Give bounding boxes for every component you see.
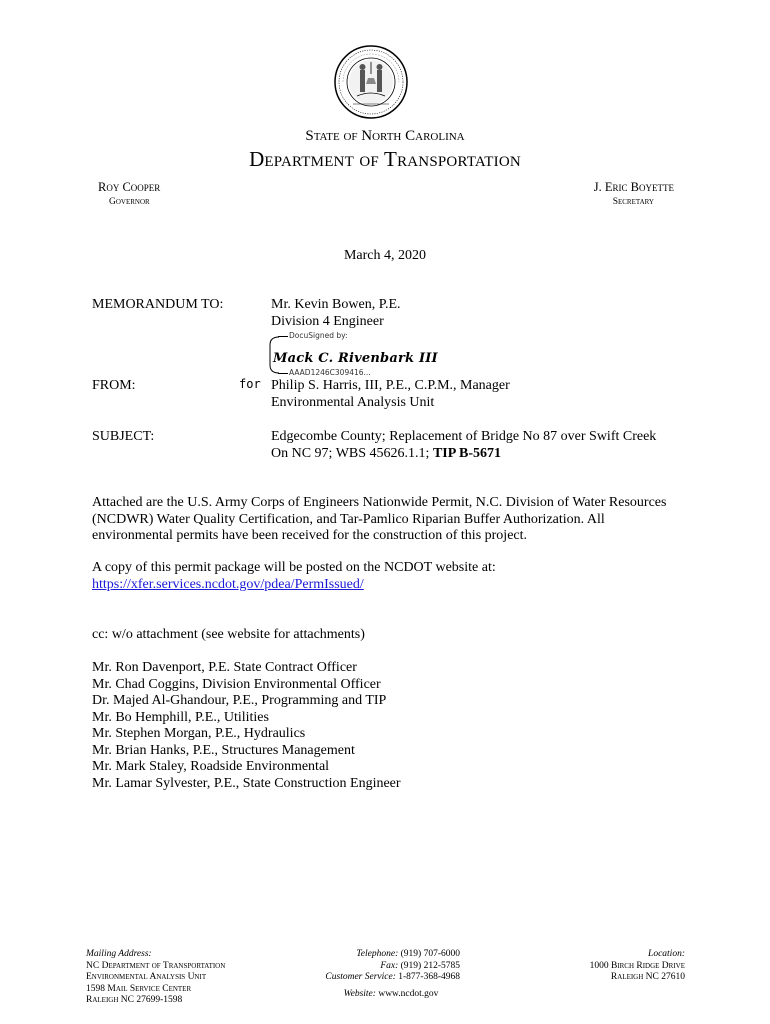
- body-paragraph-website: [92, 560, 692, 593]
- memo-from-label: FROM:: [92, 378, 136, 393]
- cc-line: cc: w/o attachment (see website for attachments): [92, 627, 365, 642]
- permit-website-link[interactable]: https://xfer.services.ncdot.gov/pdea/PermIssued/: [92, 576, 364, 592]
- memo-from-sender: [271, 378, 510, 411]
- website-url: www.ncdot.gov: [378, 988, 439, 999]
- website-label: Website:: [343, 988, 376, 999]
- location-line: Raleigh NC 27610: [610, 972, 685, 982]
- secretary-title: Secretary: [612, 197, 654, 207]
- state-heading: State of North Carolina: [305, 128, 465, 144]
- subject-line-1: Edgecombe County; Replacement of Bridge No 87 over Swift Creek: [271, 429, 657, 444]
- docusign-signature-block: [266, 333, 506, 377]
- mailing-label: Mailing Address:: [86, 949, 152, 959]
- mailing-line: Raleigh NC 27699-1598: [86, 995, 183, 1005]
- cc-recipient: Mr. Brian Hanks, P.E., Structures Management: [92, 742, 355, 758]
- cc-recipient: Mr. Chad Coggins, Division Environmental Officer: [92, 676, 381, 692]
- cc-recipient: Mr. Bo Hemphill, P.E., Utilities: [92, 709, 269, 725]
- cc-list: [92, 660, 401, 792]
- subject-line-2: [271, 446, 656, 463]
- mailing-line: 1598 Mail Service Center: [86, 983, 192, 994]
- docusigned-by-caption: DocuSigned by:: [289, 331, 348, 340]
- paragraph-line: environmental permits have been received for the construction of this project.: [92, 528, 528, 543]
- location-line: 1000 Birch Ridge Drive: [589, 960, 685, 971]
- subject-line-2-text: On NC 97; WBS 45626.1.1;: [271, 445, 433, 461]
- footer-location: [590, 949, 685, 984]
- signed-for-text: for: [239, 377, 261, 391]
- body-paragraph-permits: [92, 495, 692, 545]
- recipient-name: Mr. Kevin Bowen, P.E.: [271, 297, 401, 312]
- tip-number: TIP B-5671: [432, 445, 502, 461]
- telephone-label: Telephone:: [356, 949, 399, 959]
- cc-recipient: Mr. Ron Davenport, P.E. State Contract Officer: [92, 660, 357, 675]
- sender-unit: Environmental Analysis Unit: [271, 394, 435, 410]
- signature-name: Mack C. Rivenbark III: [273, 351, 438, 366]
- paragraph-line: Attached are the U.S. Army Corps of Engineers Nationwide Permit, N.C. Division of Water Resources: [92, 495, 667, 510]
- footer-mailing-address: [86, 949, 225, 1007]
- mailing-line: Environmental Analysis Unit: [86, 972, 207, 982]
- location-label: Location:: [648, 949, 685, 959]
- memo-date: March 4, 2020: [343, 248, 427, 263]
- governor-title: Governor: [109, 197, 150, 207]
- fax-label: Fax:: [380, 960, 399, 971]
- footer-contacts: [310, 949, 460, 1000]
- customer-service-number: 1-877-368-4968: [398, 972, 460, 982]
- memo-subject: [271, 429, 656, 462]
- fax-number: (919) 212-5785: [400, 960, 460, 971]
- telephone-number: (919) 707-6000: [400, 949, 460, 959]
- memo-subject-label: SUBJECT:: [92, 429, 155, 444]
- sender-name: Philip S. Harris, III, P.E., C.P.M., Manager: [271, 378, 510, 393]
- customer-service-label: Customer Service:: [325, 972, 396, 982]
- memo-to-recipient: [271, 297, 401, 330]
- cc-recipient: Mr. Lamar Sylvester, P.E., State Construction Engineer: [92, 775, 401, 791]
- nc-state-seal-icon: [333, 44, 409, 120]
- memo-to-label: MEMORANDUM TO:: [92, 297, 224, 312]
- department-heading: Department of Transportation: [249, 147, 521, 171]
- paragraph-line: A copy of this permit package will be posted on the NCDOT website at:: [92, 560, 496, 575]
- governor-name: Roy Cooper: [98, 180, 161, 194]
- secretary-name: J. Eric Boyette: [593, 180, 674, 194]
- mailing-line: NC Department of Transportation: [86, 960, 226, 971]
- cc-recipient: Mr. Mark Staley, Roadside Environmental: [92, 759, 330, 774]
- paragraph-line: (NCDWR) Water Quality Certification, and Tar-Pamlico Riparian Buffer Authorization. All: [92, 511, 605, 527]
- docusign-envelope-id: AAAD1246C309416...: [289, 368, 371, 377]
- cc-recipient: Dr. Majed Al-Ghandour, P.E., Programming and TIP: [92, 693, 387, 708]
- recipient-title: Division 4 Engineer: [271, 313, 384, 329]
- cc-recipient: Mr. Stephen Morgan, P.E., Hydraulics: [92, 726, 306, 741]
